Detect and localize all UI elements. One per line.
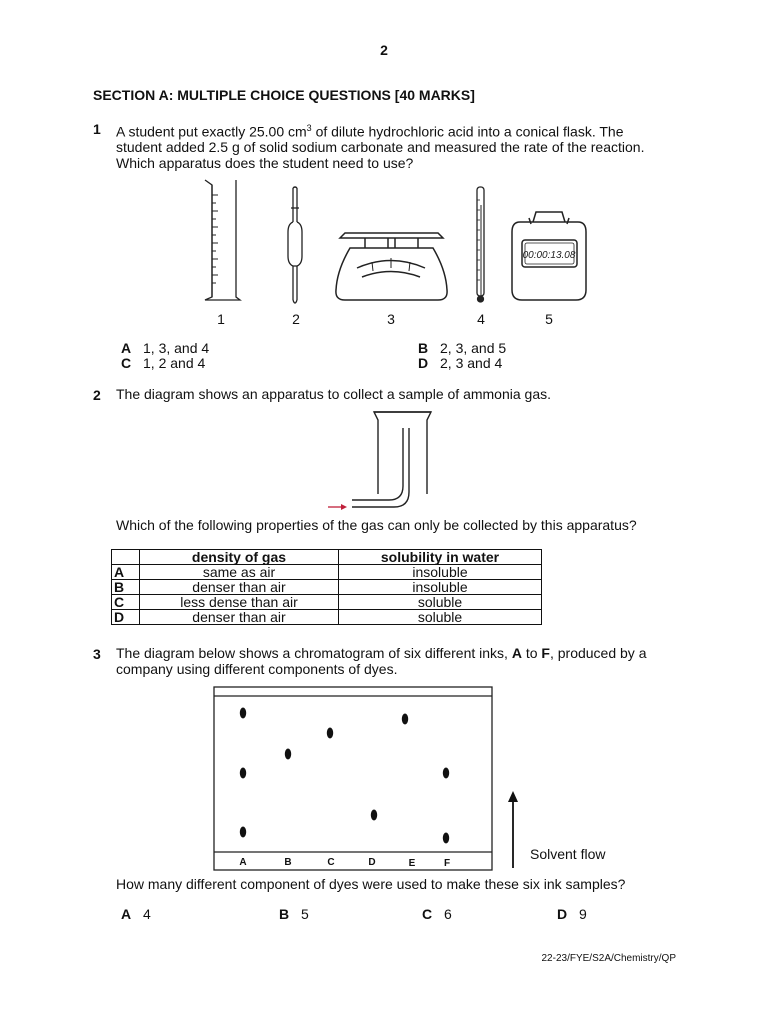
option-letter: B	[279, 906, 290, 922]
option-letter: A	[121, 340, 132, 356]
page-number: 2	[380, 42, 388, 58]
dye-spot	[443, 833, 449, 844]
question-1-line-3: Which apparatus does the student need to use?	[116, 154, 414, 171]
document-code: 22-23/FYE/S2A/Chemistry/QP	[541, 953, 676, 964]
question-1-number: 1	[93, 121, 101, 137]
density-cell: denser than air	[140, 610, 339, 625]
q1-line1-before: A student put exactly 25.00 cm	[116, 123, 307, 140]
solubility-cell: soluble	[339, 610, 542, 625]
question-2-stem: The diagram shows an apparatus to collect a sample of ammonia gas.	[116, 386, 552, 402]
lane-label-a: A	[239, 857, 247, 868]
figure-label-3: 3	[387, 311, 395, 327]
lane-label-b: B	[284, 857, 292, 868]
row-letter: B	[112, 580, 140, 595]
dye-spot	[240, 768, 246, 779]
solvent-flow-label: Solvent flow	[530, 846, 606, 862]
dye-spot	[285, 749, 291, 760]
q3-line1-mid: to	[521, 645, 542, 661]
option-text: 2, 3 and 4	[440, 355, 503, 371]
dye-spot	[402, 714, 408, 725]
solubility-cell: insoluble	[339, 580, 542, 595]
density-cell: denser than air	[140, 580, 339, 595]
question-1-line-2: student added 2.5 g of solid sodium carbonate and measured the rate of the reaction.	[116, 139, 645, 156]
dye-spot	[240, 708, 246, 719]
q3-option-b[interactable]	[279, 907, 309, 923]
solubility-cell: insoluble	[339, 565, 542, 580]
q3-option-c[interactable]	[422, 907, 452, 923]
solubility-cell: soluble	[339, 595, 542, 610]
density-cell: less dense than air	[140, 595, 339, 610]
option-letter: C	[121, 355, 132, 371]
section-title: SECTION A: MULTIPLE CHOICE QUESTIONS [40 MARKS]	[93, 87, 475, 103]
figure-label-1: 1	[217, 311, 225, 327]
option-text: 4	[143, 906, 151, 922]
question-2-number: 2	[93, 387, 101, 403]
option-letter: A	[121, 906, 132, 922]
dye-spot	[443, 768, 449, 779]
option-letter: B	[418, 340, 429, 356]
option-text: 6	[444, 906, 452, 922]
dye-spot	[371, 810, 377, 821]
q3-option-d[interactable]	[557, 907, 587, 923]
q3-bold-a: A	[511, 645, 522, 661]
option-text: 5	[301, 906, 309, 922]
dye-spot	[240, 827, 246, 838]
q3-line1-after: , produced by a	[549, 645, 647, 661]
q1-superscript: 3	[306, 123, 312, 133]
row-letter: A	[112, 565, 140, 580]
density-cell: same as air	[140, 565, 339, 580]
row-letter: C	[112, 595, 140, 610]
row-letter: D	[112, 610, 140, 625]
lane-label-c: C	[327, 857, 335, 868]
q3-option-a[interactable]	[121, 907, 151, 923]
q3-bold-f: F	[541, 645, 550, 661]
lane-label-d: D	[368, 857, 376, 868]
stopwatch-display: 00:00:13.08	[522, 250, 576, 261]
dye-spot	[327, 728, 333, 739]
table-header-solubility: solubility in water	[339, 550, 542, 565]
table-header-density: density of gas	[140, 550, 339, 565]
question-3-number: 3	[93, 646, 101, 662]
figure-label-5: 5	[545, 311, 553, 327]
option-text: 1, 2 and 4	[143, 355, 206, 371]
option-text: 9	[579, 906, 587, 922]
chromatogram-paper	[214, 687, 492, 870]
option-text: 2, 3, and 5	[440, 340, 507, 356]
figure-label-4: 4	[477, 311, 485, 327]
lane-label-f: F	[443, 858, 451, 869]
lane-label-e: E	[408, 858, 416, 869]
q1-line1-after: of dilute hydrochloric acid into a conical flask. The	[311, 123, 624, 140]
question-2-question: Which of the following properties of the gas can only be collected by this apparatus?	[116, 517, 637, 533]
option-letter: C	[422, 906, 433, 922]
option-text: 1, 3, and 4	[143, 340, 210, 356]
question-3-question: How many different component of dyes were used to make these six ink samples?	[116, 876, 626, 892]
figure-label-2: 2	[292, 311, 300, 327]
question-3-line-2: company using different components of dyes.	[116, 660, 398, 677]
option-letter: D	[418, 355, 429, 371]
q3-line1-before: The diagram below shows a chromatogram of six different inks,	[116, 645, 512, 661]
option-letter: D	[557, 906, 568, 922]
